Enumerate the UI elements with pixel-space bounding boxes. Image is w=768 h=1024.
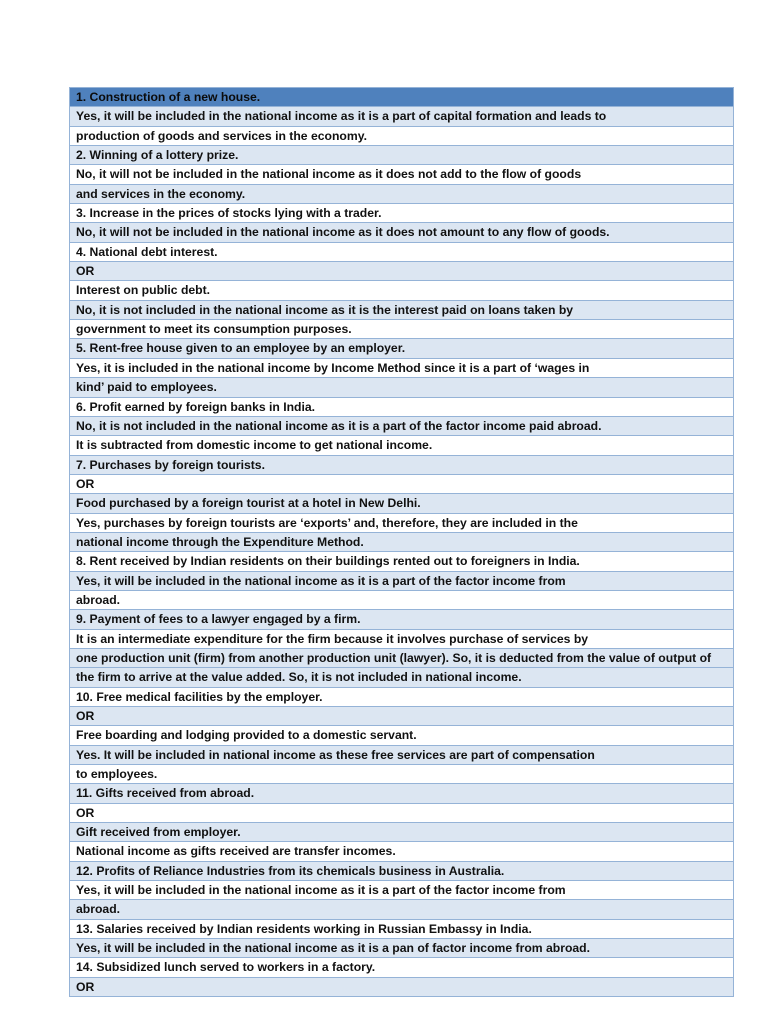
- table-row: Interest on public debt.: [69, 281, 734, 300]
- table-row: 5. Rent-free house given to an employee by an employer.: [69, 339, 734, 358]
- table-row: Yes. It will be included in national income as these free services are part of compensation: [69, 746, 734, 765]
- qa-table: [69, 87, 734, 997]
- table-row: 3. Increase in the prices of stocks lying with a trader.: [69, 204, 734, 223]
- table-row: 2. Winning of a lottery prize.: [69, 146, 734, 165]
- table-row: Yes, it will be included in the national income as it is a part of capital formation and leads to: [69, 107, 734, 126]
- table-row: It is an intermediate expenditure for the firm because it involves purchase of services by: [69, 630, 734, 649]
- table-row: No, it will not be included in the national income as it does not amount to any flow of goods.: [69, 223, 734, 242]
- table-row: 6. Profit earned by foreign banks in India.: [69, 398, 734, 417]
- table-row: Yes, it will be included in the national income as it is a part of the factor income from: [69, 572, 734, 591]
- table-row: OR: [69, 262, 734, 281]
- table-row: Food purchased by a foreign tourist at a hotel in New Delhi.: [69, 494, 734, 513]
- table-row: 12. Profits of Reliance Industries from its chemicals business in Australia.: [69, 862, 734, 881]
- table-row: kind’ paid to employees.: [69, 378, 734, 397]
- table-row: Yes, it is included in the national income by Income Method since it is a part of ‘wages in: [69, 359, 734, 378]
- table-row: It is subtracted from domestic income to get national income.: [69, 436, 734, 455]
- table-row: government to meet its consumption purposes.: [69, 320, 734, 339]
- table-row: No, it will not be included in the national income as it does not add to the flow of goods: [69, 165, 734, 184]
- table-row: OR: [69, 707, 734, 726]
- table-row: 8. Rent received by Indian residents on their buildings rented out to foreigners in India.: [69, 552, 734, 571]
- table-row: Gift received from employer.: [69, 823, 734, 842]
- table-row: Yes, it will be included in the national income as it is a part of the factor income from: [69, 881, 734, 900]
- table-row: 10. Free medical facilities by the employer.: [69, 688, 734, 707]
- table-row: Yes, purchases by foreign tourists are ‘exports’ and, therefore, they are included in the: [69, 514, 734, 533]
- table-header-row: 1. Construction of a new house.: [69, 88, 734, 107]
- table-row: OR: [69, 978, 734, 997]
- table-row: No, it is not included in the national income as it is the interest paid on loans taken by: [69, 301, 734, 320]
- table-row: 4. National debt interest.: [69, 243, 734, 262]
- table-row: OR: [69, 804, 734, 823]
- table-row: Free boarding and lodging provided to a domestic servant.: [69, 726, 734, 745]
- table-row: OR: [69, 475, 734, 494]
- table-row: and services in the economy.: [69, 185, 734, 204]
- table-row: the firm to arrive at the value added. So, it is not included in national income.: [69, 668, 734, 687]
- table-row: Yes, it will be included in the national income as it is a pan of factor income from abroad.: [69, 939, 734, 958]
- table-row: 11. Gifts received from abroad.: [69, 784, 734, 803]
- table-row: 9. Payment of fees to a lawyer engaged by a firm.: [69, 610, 734, 629]
- table-row: 14. Subsidized lunch served to workers in a factory.: [69, 958, 734, 977]
- table-row: No, it is not included in the national income as it is a part of the factor income paid abroad.: [69, 417, 734, 436]
- table-row: abroad.: [69, 900, 734, 919]
- table-row: national income through the Expenditure Method.: [69, 533, 734, 552]
- table-row: 13. Salaries received by Indian residents working in Russian Embassy in India.: [69, 920, 734, 939]
- table-row: to employees.: [69, 765, 734, 784]
- table-row: National income as gifts received are transfer incomes.: [69, 842, 734, 861]
- table-row: one production unit (firm) from another production unit (lawyer). So, it is deducted from the value of output of: [69, 649, 734, 668]
- table-row: production of goods and services in the economy.: [69, 127, 734, 146]
- table-row: 7. Purchases by foreign tourists.: [69, 456, 734, 475]
- table-row: abroad.: [69, 591, 734, 610]
